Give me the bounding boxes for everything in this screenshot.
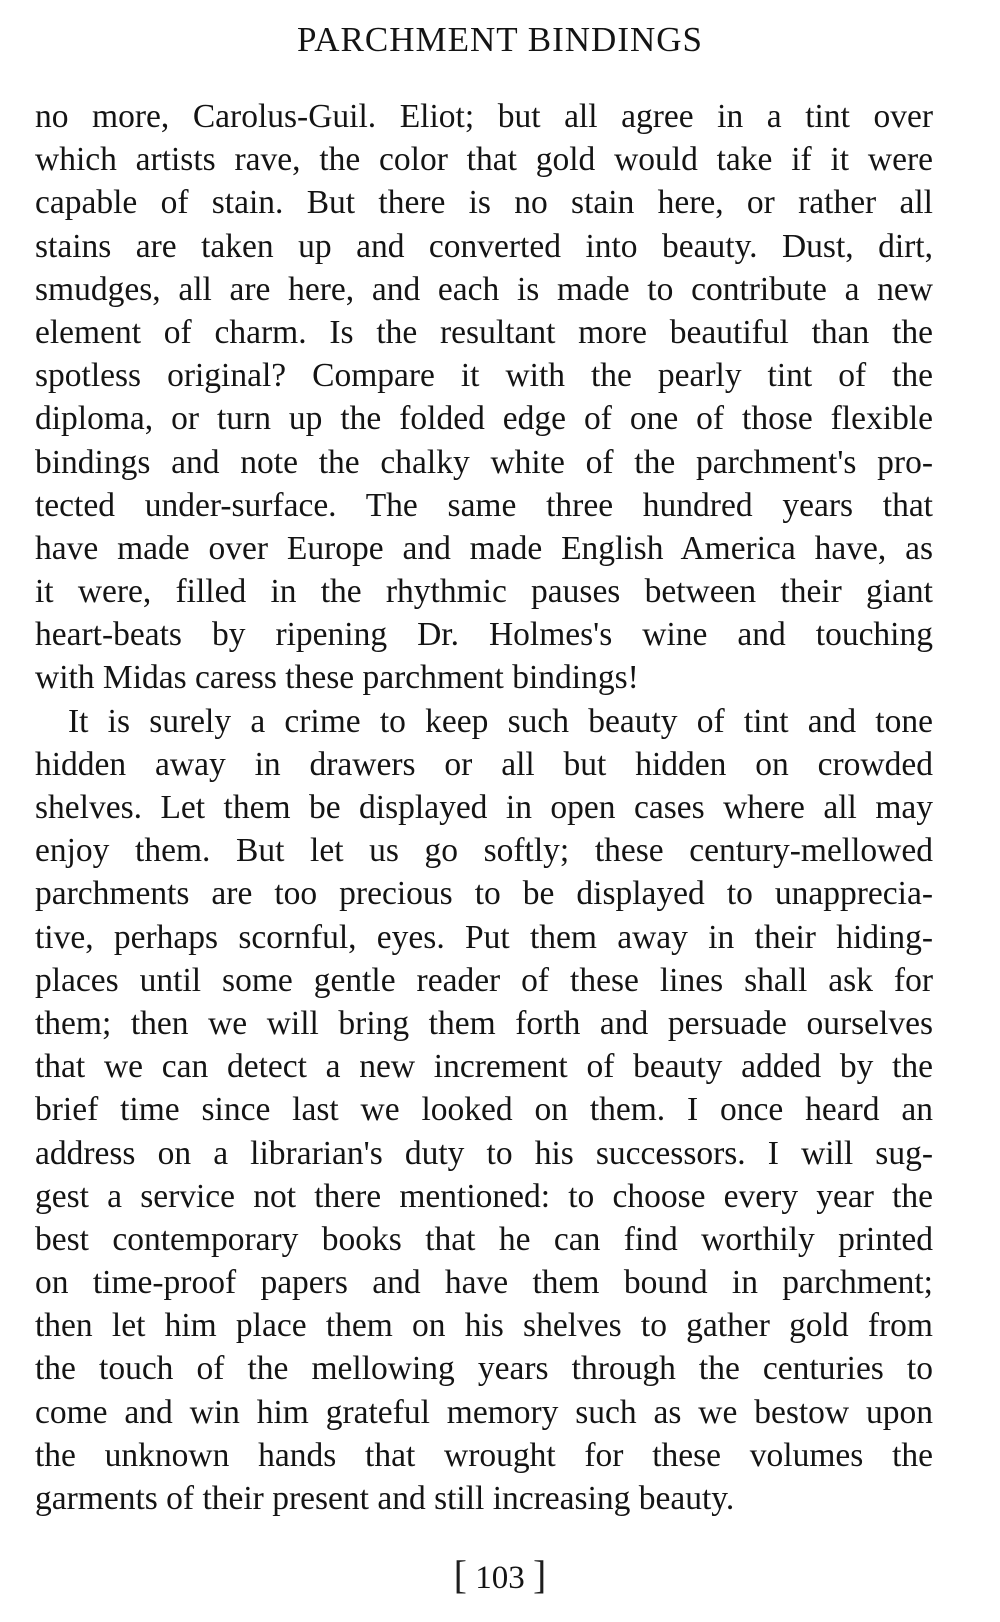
text-line: heart-beats by ripening Dr. Holmes's wine and touching <box>35 616 933 654</box>
text-line: which artists rave, the color that gold would take if it were <box>35 141 933 179</box>
text-line: hidden away in drawers or all but hidden on crowded <box>35 745 933 783</box>
text-line: tected under-surface. The same three hundred years that <box>35 486 933 524</box>
text-line: address on a librarian's duty to his successors. I will sug- <box>35 1134 933 1172</box>
text-line: smudges, all are here, and each is made to contribute a new <box>35 270 933 308</box>
text-line: bindings and note the chalky white of the parchment's pro- <box>35 443 933 481</box>
text-line: on time-proof papers and have them bound in parchment; <box>35 1264 933 1302</box>
folio-open-bracket: [ <box>453 1552 467 1597</box>
running-head: PARCHMENT BINDINGS <box>297 20 703 59</box>
text-line: shelves. Let them be displayed in open cases where all may <box>35 789 933 826</box>
text-line: parchments are too precious to be displayed to unapprecia- <box>35 875 933 913</box>
text-line: it were, filled in the rhythmic pauses between their giant <box>35 573 933 611</box>
folio-number: 103 <box>475 1560 525 1596</box>
text-line: brief time since last we looked on them. I once heard an <box>35 1091 933 1129</box>
text-line: capable of stain. But there is no stain here, or rather all <box>35 184 933 222</box>
page-number <box>0 1553 1000 1600</box>
text-line: the touch of the mellowing years through the centuries to <box>35 1350 933 1388</box>
text-line: with Midas caress these parchment bindings! <box>35 659 639 697</box>
text-line: have made over Europe and made English America have, as <box>35 529 933 567</box>
paragraph-1 <box>35 95 933 700</box>
text-line: It is surely a crime to keep such beauty of tint and tone <box>68 702 933 740</box>
text-line: the unknown hands that wrought for these volumes the <box>35 1436 933 1474</box>
text-line: them; then we will bring them forth and persuade ourselves <box>35 1004 933 1042</box>
paragraph-2 <box>35 700 933 1521</box>
text-line: element of charm. Is the resultant more beautiful than the <box>35 313 933 351</box>
text-line: places until some gentle reader of these lines shall ask for <box>35 961 933 999</box>
text-line: no more, Carolus-Guil. Eliot; but all agree in a tint over <box>35 98 933 135</box>
text-line: come and win him grateful memory such as we bestow upon <box>35 1393 933 1431</box>
text-line: tive, perhaps scornful, eyes. Put them away in their hiding- <box>35 918 933 956</box>
text-line: enjoy them. But let us go softly; these century-mellowed <box>35 832 933 870</box>
folio-close-bracket: ] <box>533 1552 547 1597</box>
text-line: stains are taken up and converted into beauty. Dust, dirt, <box>35 227 933 265</box>
text-line: diploma, or turn up the folded edge of one of those flexible <box>35 400 933 438</box>
text-line: then let him place them on his shelves to gather gold from <box>35 1307 933 1345</box>
text-line: that we can detect a new increment of beauty added by the <box>35 1048 933 1086</box>
text-line: best contemporary books that he can find worthily printed <box>35 1220 933 1258</box>
text-line: spotless original? Compare it with the pearly tint of the <box>35 357 933 395</box>
body-text <box>35 95 933 1520</box>
text-line: gest a service not there mentioned: to choose every year the <box>35 1177 933 1215</box>
text-line: garments of their present and still increasing beauty. <box>35 1480 735 1517</box>
